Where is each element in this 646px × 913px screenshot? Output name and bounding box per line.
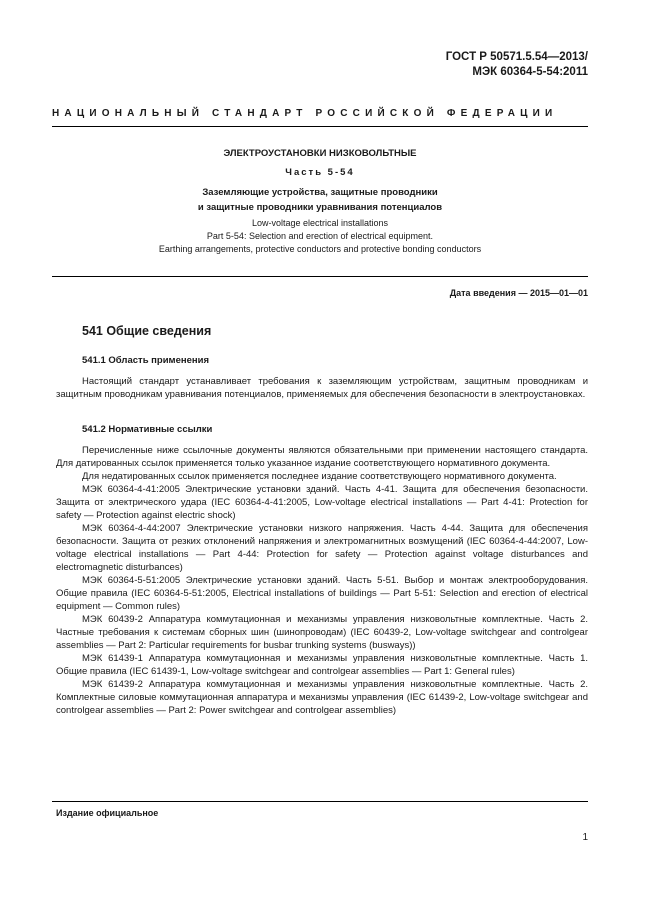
references-list: [56, 444, 588, 717]
header-rule: [52, 126, 588, 127]
english-title-line: Earthing arrangements, protective conductors and protective bonding conductors: [158, 244, 482, 254]
document-part: Часть 5-54: [285, 167, 355, 178]
subtitle-line: и защитные проводники уравнивания потенциалов: [197, 202, 443, 213]
national-standard-banner: НАЦИОНАЛЬНЫЙ СТАНДАРТ РОССИЙСКОЙ ФЕДЕРАЦИИ: [52, 108, 558, 119]
document-title: ЭЛЕКТРОУСТАНОВКИ НИЗКОВОЛЬТНЫЕ: [223, 148, 417, 159]
official-edition-label: Издание официальное: [56, 808, 159, 818]
designation-gost: ГОСТ Р 50571.5.54—2013/: [445, 51, 588, 63]
scope-heading: 541.1 Область применения: [82, 355, 210, 366]
reference-paragraph: Для недатированных ссылок применяется последнее издание соответствующего нормативного документа.: [82, 471, 557, 482]
reference-item: МЭК 61439-2 Аппаратура коммутационная и механизмы управления низковольтные комплектные. Часть 2. Комплектные силовые коммутационная аппаратура и механизмы управления (IEC 61439-2, Low-voltage switchgear and controlgear assemblies — Part 2: Power switchgear and controlgear assemblies): [56, 679, 588, 716]
reference-item: МЭК 60364-4-41:2005 Электрические установки зданий. Часть 4-41. Защита для обеспечения безопасности. Защита от электрического удара (IEC 60364-4-41:2005, Low-voltage electrical installations — Part 4-41: Protection for safety — Protection against electric shock): [56, 484, 588, 521]
document-subtitle: [52, 185, 588, 215]
reference-item: МЭК 60364-5-51:2005 Электрические установки зданий. Часть 5-51. Выбор и монтаж электрооборудования. Общие правила (IEC 60364-5-51:2005, Electrical installations of buildings — Part 5-51: Selection and erection of electrical equipment — Common rules): [56, 575, 588, 612]
title-rule: [52, 276, 588, 277]
reference-paragraph: Перечисленные ниже ссылочные документы являются обязательными при применении настоящего стандарта. Для датированных ссылок применяется только указанное издание соответствующего нормативного документа.: [56, 445, 588, 469]
english-title: [52, 217, 588, 256]
reference-item: МЭК 61439-1 Аппаратура коммутационная и механизмы управления низковольтные комплектные. Часть 1. Общие правила (IEC 61439-1, Low-voltage switchgear and controlgear assemblies — Part 1: General rules): [56, 653, 588, 677]
reference-item: МЭК 60364-4-44:2007 Электрические установки низкого напряжения. Часть 4-44. Защита для обеспечения безопасности. Защита от резких отклонений напряжения и электромагнитных возмущений (IEC 60364-4-44:2007, Low-voltage electrical installations — Part 4-44: Protection for safety — Protection against voltage disturbances and electromagnetic disturbances): [56, 523, 588, 573]
reference-item: МЭК 60439-2 Аппаратура коммутационная и механизмы управления низковольтные комплектные. Часть 2. Частные требования к системам сборных шин (шинопроводам) (IEC 60439-2, Low-voltage switchgear and controlgear assemblies — Part 2: Particular requirements for busbar trunking systems (busways)): [56, 614, 588, 651]
english-title-line: Part 5-54: Selection and erection of electrical equipment.: [206, 231, 434, 241]
references-heading: 541.2 Нормативные ссылки: [82, 424, 213, 435]
english-title-line: Low-voltage electrical installations: [251, 218, 389, 228]
designation-iec: МЭК 60364-5-54:2011: [472, 66, 588, 78]
subtitle-line: Заземляющие устройства, защитные проводники: [202, 187, 438, 198]
page-number: 1: [582, 832, 588, 843]
standard-designation: [446, 50, 588, 80]
footer-rule: [52, 801, 588, 802]
introduction-date: Дата введения — 2015—01—01: [449, 288, 588, 298]
section-heading: 541 Общие сведения: [82, 324, 212, 338]
scope-paragraph: Настоящий стандарт устанавливает требования к заземляющим устройствам, защитным проводникам и защитным проводникам уравнивания потенциалов, применяемых для обеспечения безопасности в электроустановках.: [56, 376, 588, 400]
